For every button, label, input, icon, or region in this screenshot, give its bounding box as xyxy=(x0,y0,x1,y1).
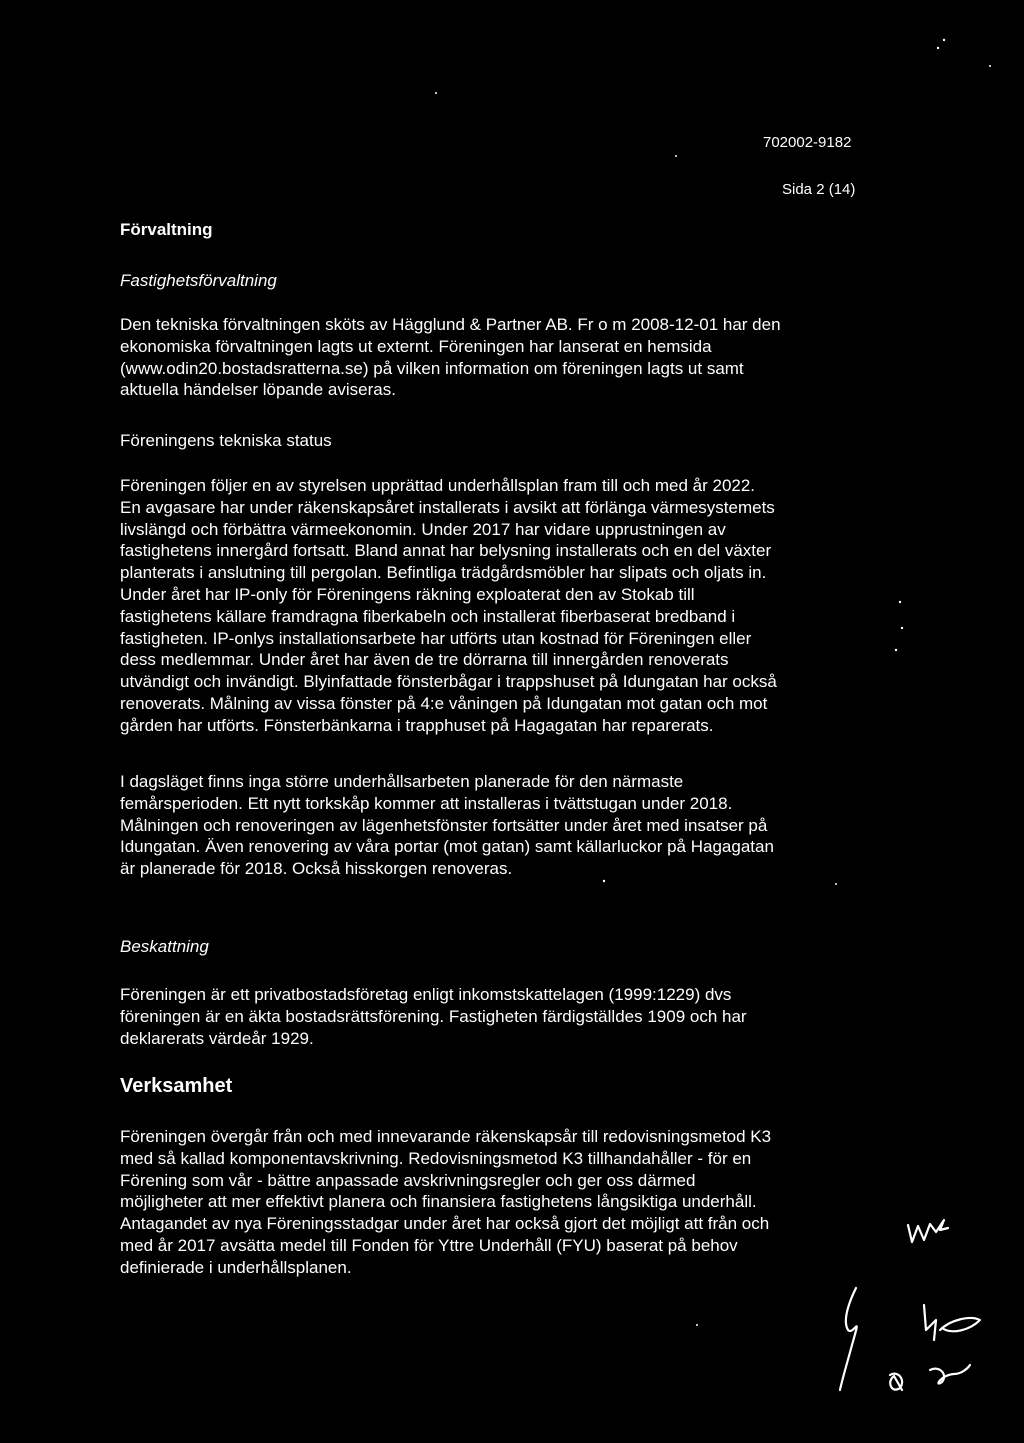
text-line: med så kallad komponentavskrivning. Redovisningsmetod K3 tillhandahåller - för en xyxy=(120,1148,752,1168)
organization-number: 702002-9182 xyxy=(763,134,852,151)
text-line: dess medlemmar. Under året har även de tre dörrarna till innergården renoverats xyxy=(120,650,729,670)
section-heading-forvaltning: Förvaltning xyxy=(120,220,213,239)
subheading-fastighetsforvaltning: Fastighetsförvaltning xyxy=(120,271,277,290)
text-line: Föreningen är ett privatbostadsföretag enligt inkomstskattelagen (1999:1229) dvs xyxy=(120,985,732,1004)
initials-stroke-right-1 xyxy=(924,1305,936,1340)
text-line: En avgasare har under räkenskapsåret installerats i avsikt att förlänga värmesystemets xyxy=(120,497,775,517)
paragraph-verksamhet xyxy=(120,1126,910,1279)
text-line: fastighetens källare framdragna fiberkabeln och installerat fiberbaserat bredband i xyxy=(120,606,736,626)
handwritten-initials xyxy=(820,1170,1000,1420)
text-line: utvändigt och invändigt. Blyinfattade fönsterbågar i trappshuset på Idungatan har också xyxy=(120,672,777,692)
text-line: Idungatan. Även renovering av våra portar (mot gatan) samt källarluckor på Hagagatan xyxy=(120,837,774,857)
paragraph-beskattning xyxy=(120,984,910,1049)
text-line: aktuella händelser löpande aviseras. xyxy=(120,380,396,400)
scan-speck xyxy=(696,1324,698,1326)
initials-stroke-top xyxy=(908,1220,948,1242)
paragraph-tekniska-status xyxy=(120,475,910,737)
scan-speck xyxy=(989,65,991,67)
scan-speck xyxy=(835,883,837,885)
text-line: föreningen är en äkta bostadsrättsförening. Fastigheten färdigställdes 1909 och har xyxy=(120,1006,747,1026)
text-line: (www.odin20.bostadsratterna.se) på vilken information om föreningen lagts ut samt xyxy=(120,358,744,378)
initials-stroke-bottom-1 xyxy=(890,1374,902,1390)
section-heading-verksamhet: Verksamhet xyxy=(120,1075,233,1097)
scan-speck xyxy=(943,39,945,41)
scan-speck xyxy=(603,880,605,882)
text-line: Föreningen följer en av styrelsen upprättad underhållsplan fram till och med år 2022. xyxy=(120,476,756,495)
text-line: definierade i underhållsplanen. xyxy=(120,1257,352,1277)
text-line: I dagsläget finns inga större underhållsarbeten planerade för den närmaste xyxy=(120,772,684,791)
text-line: livslängd och förbättra värmeekonomin. Under 2017 har vidare upprustningen av xyxy=(120,519,726,539)
text-line: fastigheten. IP-onlys installationsarbete har utförts utan kostnad för Föreningen eller xyxy=(120,628,752,648)
page-number: Sida 2 (14) xyxy=(782,181,856,198)
scan-speck xyxy=(937,47,939,49)
text-line: Målningen och renoveringen av lägenhetsfönster fortsätter under året med insatser på xyxy=(120,815,768,835)
text-line: Förening som vår - bättre anpassade avskrivningsregler och ger oss därmed xyxy=(120,1170,696,1190)
text-line: deklarerats värdeår 1929. xyxy=(120,1028,314,1048)
text-line: Föreningen övergår från och med innevarande räkenskapsår till redovisningsmetod K3 xyxy=(120,1127,772,1146)
subheading-tekniska-status: Föreningens tekniska status xyxy=(120,431,332,450)
text-line: är planerade för 2018. Också hisskorgen renoveras. xyxy=(120,859,513,879)
scan-speck xyxy=(675,155,677,157)
text-line: planterats i anslutning till pergolan. Befintliga trädgårdsmöbler har slipats och oljats in. xyxy=(120,563,767,583)
text-line: Den tekniska förvaltningen sköts av Hägglund & Partner AB. Fr o m 2008-12-01 har den xyxy=(120,315,781,334)
text-line: Antagandet av nya Föreningsstadgar under året har också gjort det möjligt att från och xyxy=(120,1214,770,1234)
initials-stroke-right-2 xyxy=(940,1318,980,1331)
text-line: med år 2017 avsätta medel till Fonden för Yttre Underhåll (FYU) baserat på behov xyxy=(120,1235,738,1255)
paragraph-forvaltning xyxy=(120,314,910,401)
scan-speck xyxy=(435,92,437,94)
text-line: femårsperioden. Ett nytt torkskåp kommer att installeras i tvättstugan under 2018. xyxy=(120,793,733,813)
initials-stroke-bottom-2 xyxy=(930,1365,970,1384)
initials-stroke-left xyxy=(840,1288,857,1390)
text-line: Under året har IP-only för Föreningens räkning exploaterat den av Stokab till xyxy=(120,584,695,604)
text-line: ekonomiska förvaltningen lagts ut externt. Föreningen har lanserat en hemsida xyxy=(120,336,712,356)
text-line: möjligheter att mer effektivt planera och finansiera fastighetens långsiktiga underhåll. xyxy=(120,1192,757,1212)
paragraph-underhallsplan xyxy=(120,771,910,880)
text-line: fastighetens innergård fortsatt. Bland annat har belysning installerats och en del växter xyxy=(120,541,772,561)
subheading-beskattning: Beskattning xyxy=(120,937,209,956)
text-line: gården har utförts. Fönsterbänkarna i trapphuset på Hagagatan har reparerats. xyxy=(120,715,714,735)
text-line: renoverats. Målning av vissa fönster på 4:e våningen på Idungatan mot gatan och mot xyxy=(120,693,768,713)
